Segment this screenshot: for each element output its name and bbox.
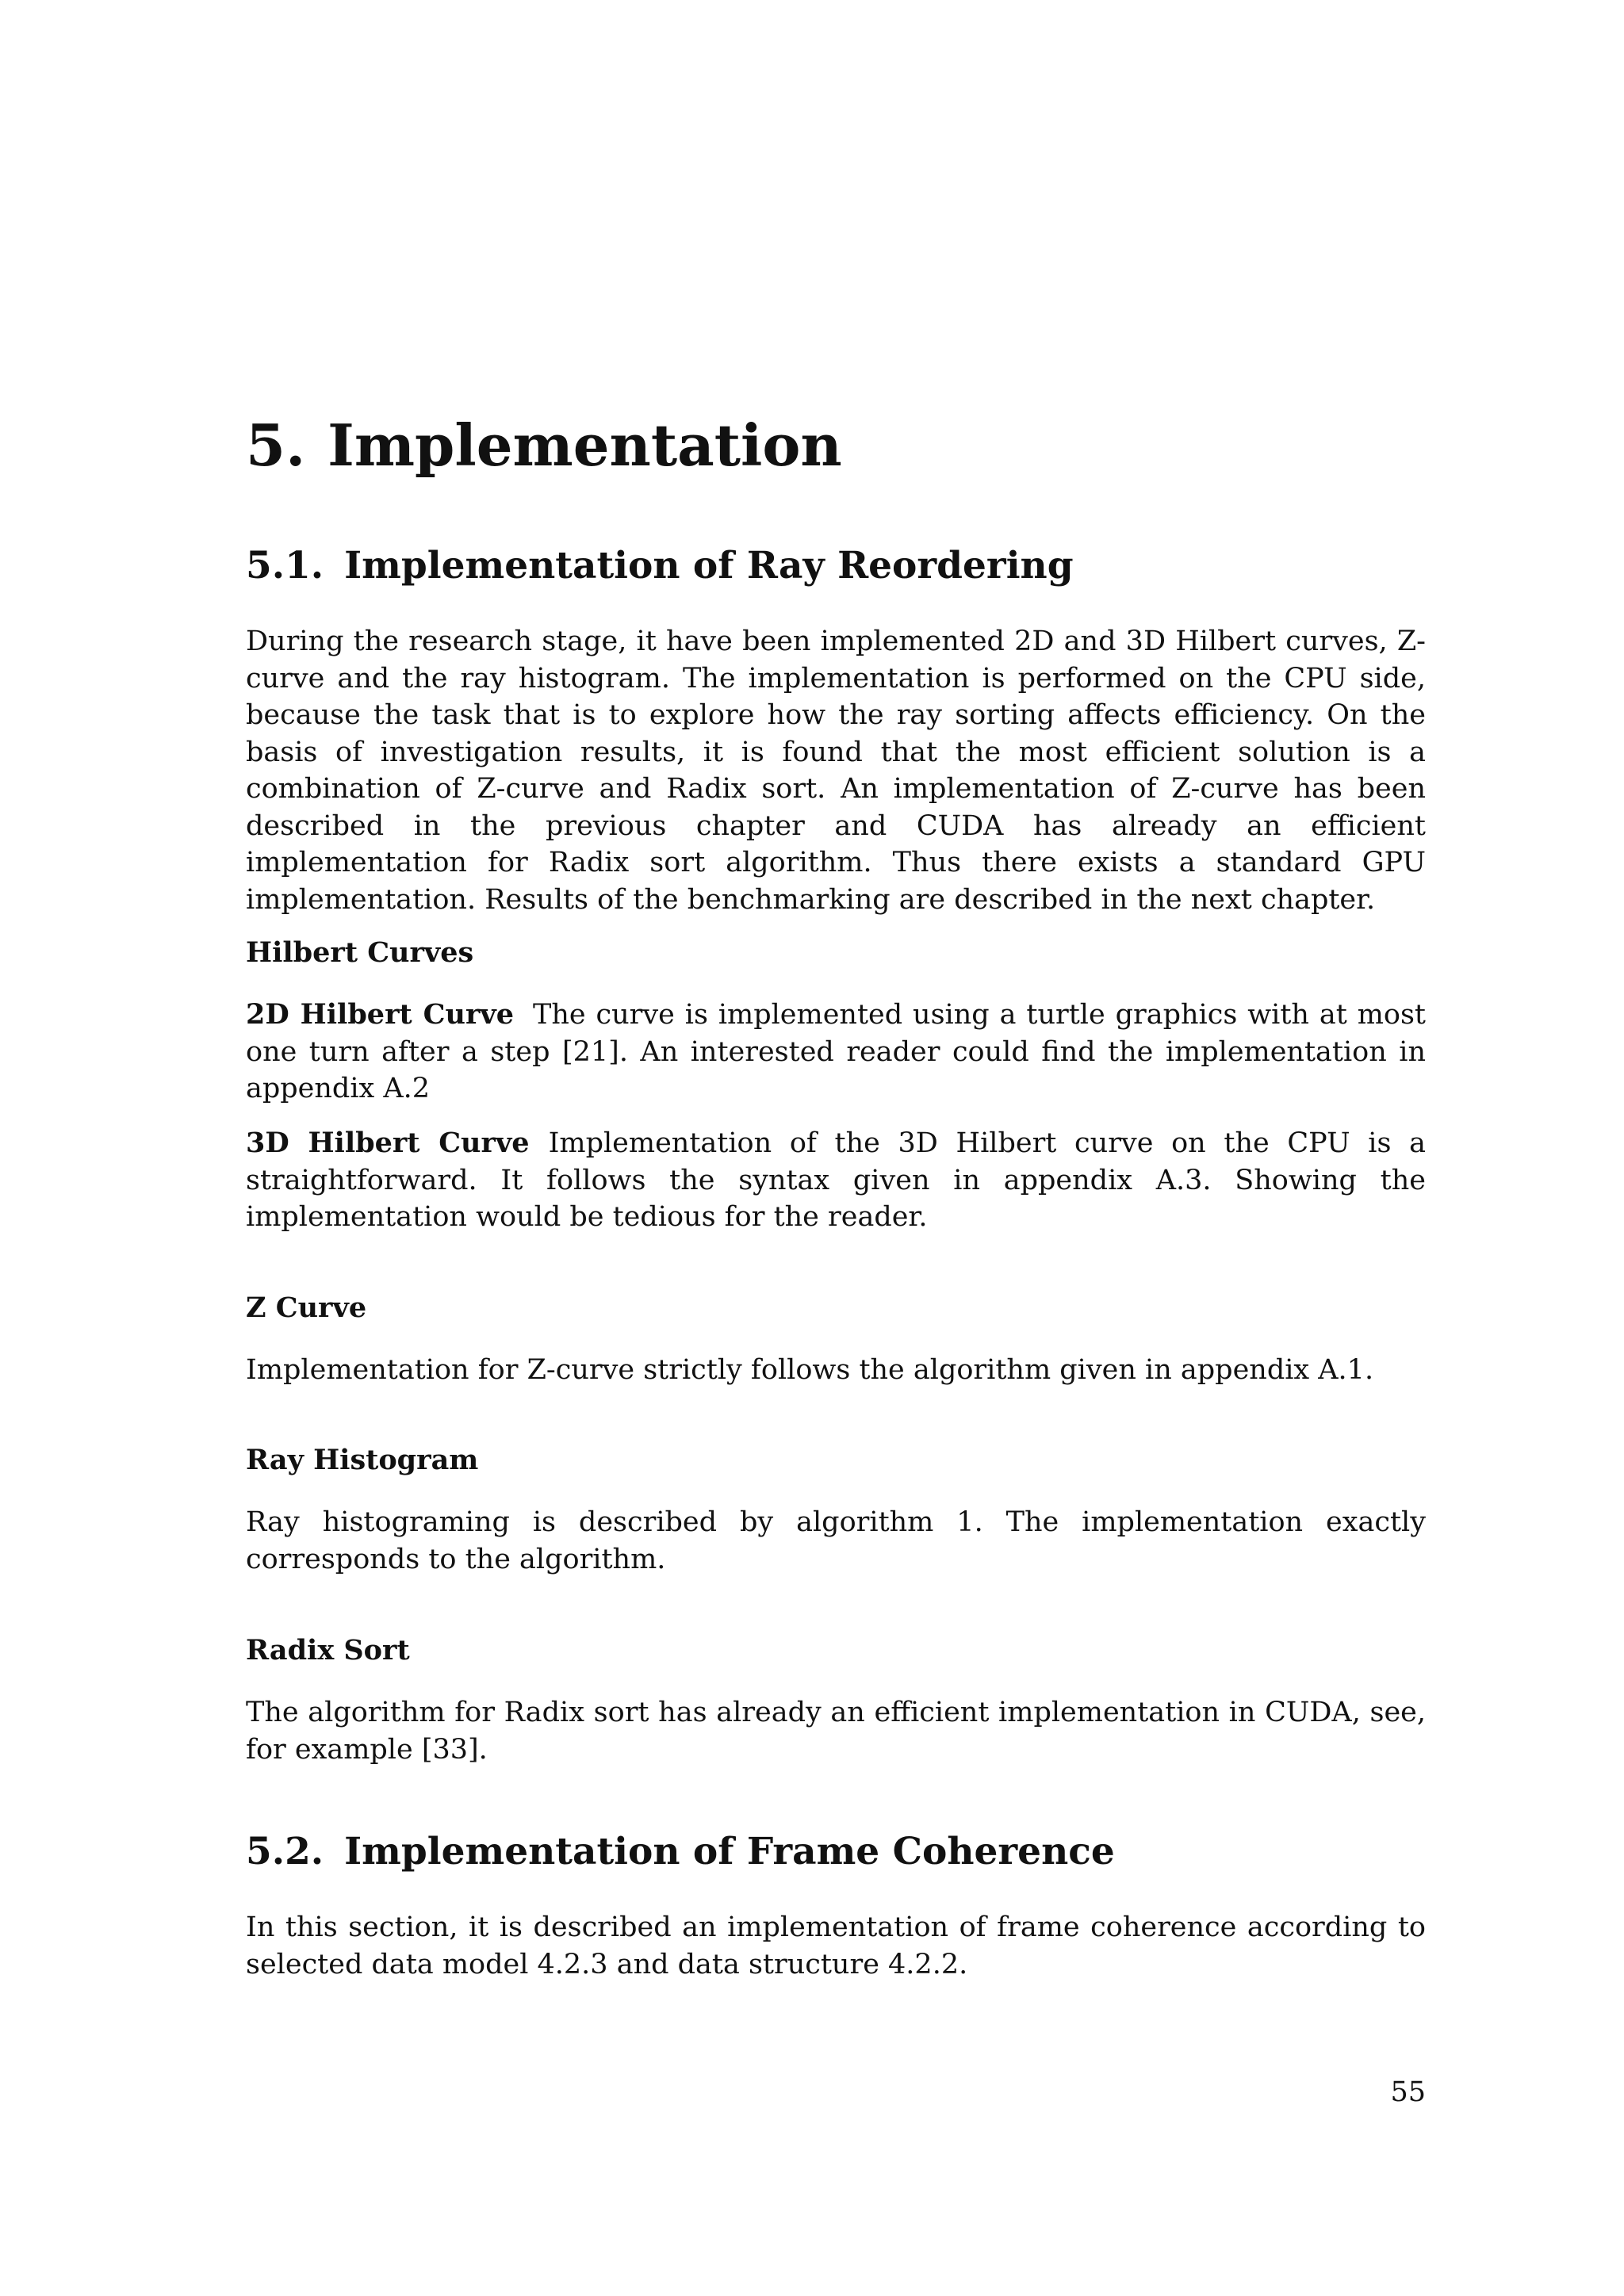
paragraph-2d-hilbert-curve (246, 997, 1426, 1108)
section-title-text: Implementation of Frame Coherence (344, 1830, 1115, 1873)
runin-heading-3d-hilbert-curve: 3D Hilbert Curve (246, 1127, 530, 1159)
chapter-title (246, 406, 1426, 485)
paragraph-ray-histogram: Ray histograming is described by algorithm 1. The implementation exactly corresponds to the algorithm. (246, 1506, 1426, 1575)
paragraph-frame-coherence: In this section, it is described an implementation of frame coherence according to selected data model 4.2.3 and data structure 4.2.2. (246, 1911, 1426, 1980)
chapter-title-text: Implementation (327, 411, 842, 479)
section-number: 5.1. (246, 544, 324, 587)
paragraph-3d-hilbert-curve (246, 1125, 1426, 1236)
section-title-text: Implementation of Ray Reordering (344, 544, 1074, 587)
paragraph-3d-hilbert-text: Implementation of the 3D Hilbert curve on the CPU is a straightforward. It follows the syntax given in appendix A.3. Showing the implementation would be tedious for the reader. (246, 1127, 1427, 1233)
section-intro-paragraph: During the research stage, it have been implemented 2D and 3D Hilbert curves, Z-curve and the ray histogram. The implementation is performed on the CPU side, because the task that is to explore how the ray sorting affects efficiency. On the basis of investigation results, it is found that the most efficient solution is a combination of Z-curve and Radix sort. An implementation of Z-curve has been described in the previous chapter and CUDA has already an efficient implementation for Radix sort algorithm. Thus there exists a standard GPU implementation. Results of the benchmarking are described in the next chapter. (246, 626, 1426, 916)
section-heading-ray-reordering (246, 542, 1426, 590)
runin-heading-2d-hilbert-curve: 2D Hilbert Curve (246, 998, 514, 1031)
subsection-heading-hilbert-curves: Hilbert Curves (246, 936, 474, 969)
paragraph-radix-sort: The algorithm for Radix sort has already an efficient implementation in CUDA, see, for example [33]. (246, 1697, 1426, 1766)
paragraph-z-curve: Implementation for Z-curve strictly follows the algorithm given in appendix A.1. (246, 1354, 1374, 1386)
section-heading-frame-coherence (246, 1828, 1426, 1876)
subsection-heading-z-curve: Z Curve (246, 1292, 367, 1324)
page-number: 55 (1390, 2076, 1426, 2108)
section-number: 5.2. (246, 1830, 324, 1873)
subsection-heading-radix-sort: Radix Sort (246, 1634, 410, 1667)
paper-page (246, 0, 1426, 2296)
paragraph-2d-hilbert-text: The curve is implemented using a turtle graphics with at most one turn after a step [21]. An interested reader could find the implementation in appendix A.2 (246, 999, 1426, 1104)
subsection-heading-ray-histogram: Ray Histogram (246, 1444, 479, 1476)
chapter-number: 5. (246, 411, 306, 479)
